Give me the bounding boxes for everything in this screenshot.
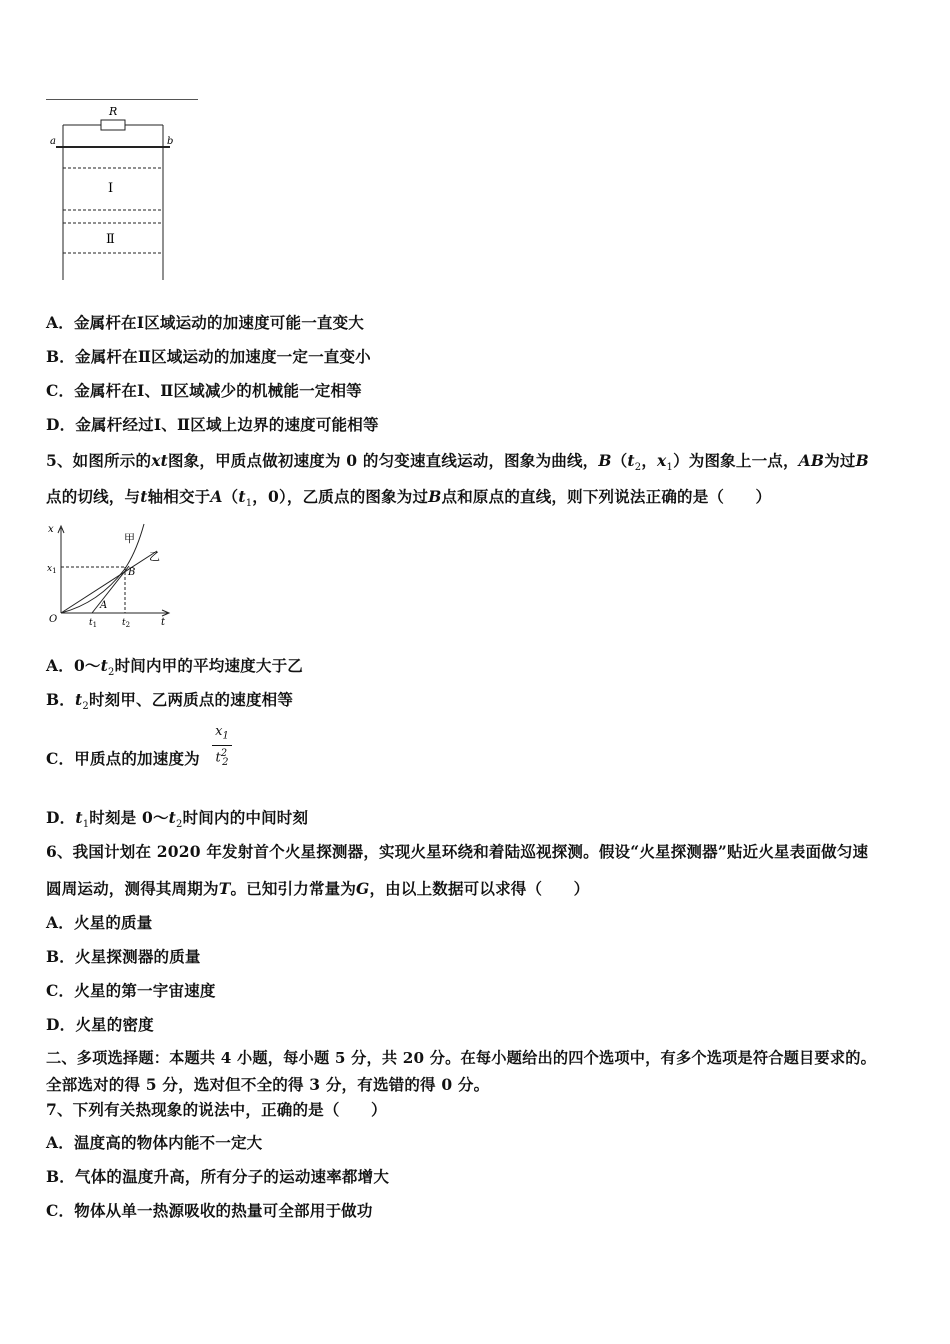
q6-stem-line1: 6、我国计划在 2020 年发射首个火星探测器，实现火星环绕和着陆巡视探测。假设“火星探测器”贴近火星表面做匀速 <box>46 842 869 861</box>
q4-option-b: B．金属杆在Ⅱ区域运动的加速度一定一直变小 <box>46 347 371 366</box>
point-b-label: B <box>128 567 136 578</box>
line-yi <box>61 551 157 613</box>
q5-option-b: B．$t_2$时刻甲、乙两质点的速度相等 <box>46 690 294 713</box>
q5-option-d: D．$t_1$时刻是 $0\sim t_2$时间内的中间时刻 <box>46 808 309 831</box>
line-yi-label: 乙 <box>149 550 160 563</box>
label-a: a <box>50 136 56 147</box>
x-axis-label: t <box>161 617 166 628</box>
region1-label: Ⅰ <box>108 181 114 196</box>
resistor <box>101 120 125 130</box>
t2-tick-label: $t_2$ <box>122 618 131 629</box>
fraction-numerator: $x_1$ <box>212 724 232 746</box>
q5-stem-line1: 5、如图所示的xt图象，甲质点做初速度为 0 的匀变速直线运动，图象为曲线，$B(t_2$，$x_1$）为图象上一点，AB为过B <box>46 451 869 474</box>
q7-option-b: B．气体的温度升高，所有分子的运动速率都增大 <box>46 1167 390 1186</box>
x1-tick-label: $x_1$ <box>47 564 57 575</box>
q6-option-b: B．火星探测器的质量 <box>46 947 201 966</box>
q7-option-c: C．物体从单一热源吸收的热量可全部用于做功 <box>46 1201 373 1220</box>
q6-option-d: D．火星的密度 <box>46 1015 154 1034</box>
label-b: b <box>167 136 174 147</box>
q6-option-c: C．火星的第一宇宙速度 <box>46 981 216 1000</box>
resistor-label: R <box>109 105 118 118</box>
q4-option-d: D．金属杆经过Ⅰ、Ⅱ区域上边界的速度可能相等 <box>46 415 379 434</box>
q6-stem-line2: 圆周运动，测得其周期为T。已知引力常量为G，由以上数据可以求得（ ） <box>46 879 590 898</box>
q5-option-c: C．甲质点的加速度为 <box>46 749 200 768</box>
q4-option-c: C．金属杆在Ⅰ、Ⅱ区域减少的机械能一定相等 <box>46 381 362 400</box>
q7-option-a: A．温度高的物体内能不一定大 <box>46 1133 263 1152</box>
fraction-denominator: $t^2_2$ <box>215 747 229 768</box>
t1-tick-label: $t_1$ <box>89 618 98 629</box>
q6-option-a: A．火星的质量 <box>46 913 153 932</box>
circuit-figure <box>46 100 196 285</box>
origin-label: O <box>49 614 58 625</box>
y-axis-label: x <box>48 524 54 535</box>
point-a-label: A <box>100 600 108 611</box>
section2-heading-line1: 二、多项选择题：本题共 4 小题，每小题 5 分，共 20 分。在每小题给出的四个选项中，有多个选项是符合题目要求的。 <box>46 1049 876 1067</box>
section2-heading-line2: 全部选对的得 5 分，选对但不全的得 3 分，有选错的得 0 分。 <box>46 1075 490 1094</box>
region2-label: Ⅱ <box>106 232 115 247</box>
q4-option-a: A．金属杆在Ⅰ区域运动的加速度可能一直变大 <box>46 313 364 332</box>
q7-stem: 7、下列有关热现象的说法中，正确的是（ ） <box>46 1100 387 1119</box>
xt-graph <box>44 518 179 630</box>
q5-stem-line2: 点的切线，与t轴相交于$A(t_1$，0），乙质点的图象为过B点和原点的直线，则下列说法正确的是（ ） <box>46 487 772 510</box>
acceleration-fraction <box>212 724 232 771</box>
q5-option-a: A．$0\sim t_2$时间内甲的平均速度大于乙 <box>46 656 303 679</box>
curve-jia-label: 甲 <box>124 532 135 545</box>
